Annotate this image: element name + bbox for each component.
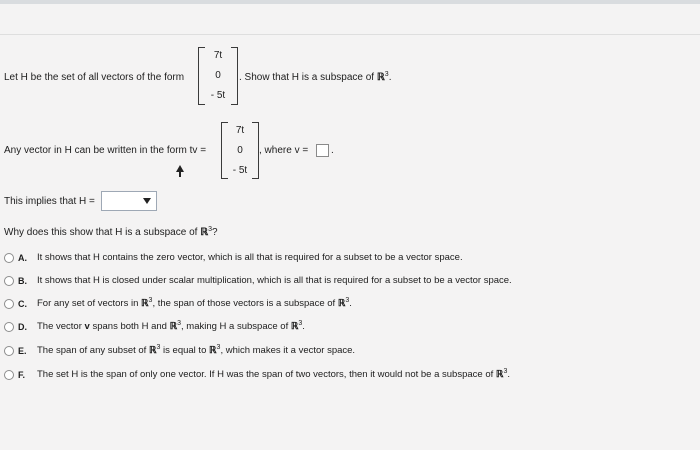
radio-option-b[interactable] <box>4 276 14 286</box>
reals-symbol: ℝ <box>337 298 346 309</box>
exponent: 3 <box>208 226 213 233</box>
option-letter: D. <box>18 322 27 332</box>
problem-suffix <box>239 72 391 83</box>
option-d-text-part: , making H a subspace of <box>181 321 291 332</box>
option-letter: C. <box>18 299 27 309</box>
vector-v-input[interactable] <box>316 144 329 157</box>
exponent: 3 <box>503 368 508 375</box>
vector-entry: - 5t <box>232 165 248 176</box>
exponent: 3 <box>216 344 221 351</box>
option-f-text <box>37 369 510 380</box>
option-e-text-part: , which makes it a vector space. <box>220 345 356 356</box>
vector-v-bold: v <box>84 321 90 332</box>
dropdown-arrow-icon <box>141 195 153 207</box>
reals-symbol: ℝ <box>495 369 504 380</box>
problem-intro-text: Let H be the set of all vectors of the form <box>4 72 185 83</box>
option-e-text <box>37 345 355 356</box>
option-e-text-part: The span of any subset of <box>37 345 149 356</box>
mouse-pointer-icon <box>174 163 186 179</box>
step2-prefix: This implies that H = <box>4 196 95 207</box>
vector-entry: 7t <box>213 50 223 61</box>
exponent: 3 <box>148 297 153 304</box>
option-d-text-part: . <box>302 321 305 332</box>
radio-option-a[interactable] <box>4 253 14 263</box>
question <box>4 227 218 238</box>
vector-entry: 0 <box>215 70 221 81</box>
option-e-text-part: is equal to <box>160 345 209 356</box>
reals-symbol: ℝ <box>148 345 157 356</box>
problem-suffix-text: . Show that H is a subspace of <box>239 72 377 83</box>
option-d-text-part: The vector <box>37 321 85 332</box>
question-text: Why does this show that H is a subspace of <box>4 227 201 238</box>
option-letter: B. <box>18 276 27 286</box>
option-b-text: It shows that H is closed under scalar multiplication, which is all that is required for a subset to be a vector space. <box>37 275 512 286</box>
option-letter: F. <box>18 370 26 380</box>
exponent: 3 <box>345 297 350 304</box>
option-letter: A. <box>18 253 27 263</box>
reals-symbol: ℝ <box>169 321 178 332</box>
option-d-text-part: spans both H and <box>89 321 170 332</box>
exponent: 3 <box>177 320 182 327</box>
h-span-select[interactable] <box>101 191 157 211</box>
option-c-text-part: , the span of those vectors is a subspace of <box>152 298 338 309</box>
radio-option-c[interactable] <box>4 299 14 309</box>
vector-entry: 7t <box>235 125 245 136</box>
reals-symbol: ℝ <box>376 72 385 83</box>
problem-vector <box>198 47 238 105</box>
top-border <box>0 0 700 4</box>
option-c-text-part: For any set of vectors in <box>37 298 142 309</box>
option-d-text <box>37 321 305 332</box>
option-a-text: It shows that H contains the zero vector, which is all that is required for a subset to be a vector space. <box>37 252 463 263</box>
where-label: , where v = <box>259 145 309 156</box>
vector-entry: 0 <box>237 145 243 156</box>
reals-symbol: ℝ <box>141 298 149 309</box>
step1-vector <box>221 122 259 179</box>
option-f-text-part: The set H is the span of only one vector. If H was the span of two vectors, then it would not be a subspace of <box>37 369 496 380</box>
problem-intro <box>4 72 184 83</box>
option-f-text-part: . <box>507 369 510 380</box>
reals-symbol: ℝ <box>209 345 217 356</box>
exponent: 3 <box>156 344 161 351</box>
exponent: 3 <box>298 320 303 327</box>
option-letter: E. <box>18 346 27 356</box>
reals-symbol: ℝ <box>200 227 209 238</box>
period: . <box>388 72 392 83</box>
radio-option-f[interactable] <box>4 370 14 380</box>
step1-prefix: Any vector in H can be written in the form tv = <box>4 145 207 156</box>
exponent: 3 <box>384 71 389 78</box>
header-divider <box>0 34 700 35</box>
reals-symbol: ℝ <box>290 321 299 332</box>
trailing-dot: . <box>331 145 334 156</box>
option-c-text <box>37 298 352 309</box>
radio-option-d[interactable] <box>4 322 14 332</box>
question-mark: ? <box>212 227 218 238</box>
vector-entry: - 5t <box>210 90 226 101</box>
radio-option-e[interactable] <box>4 346 14 356</box>
option-c-text-part: . <box>349 298 352 309</box>
